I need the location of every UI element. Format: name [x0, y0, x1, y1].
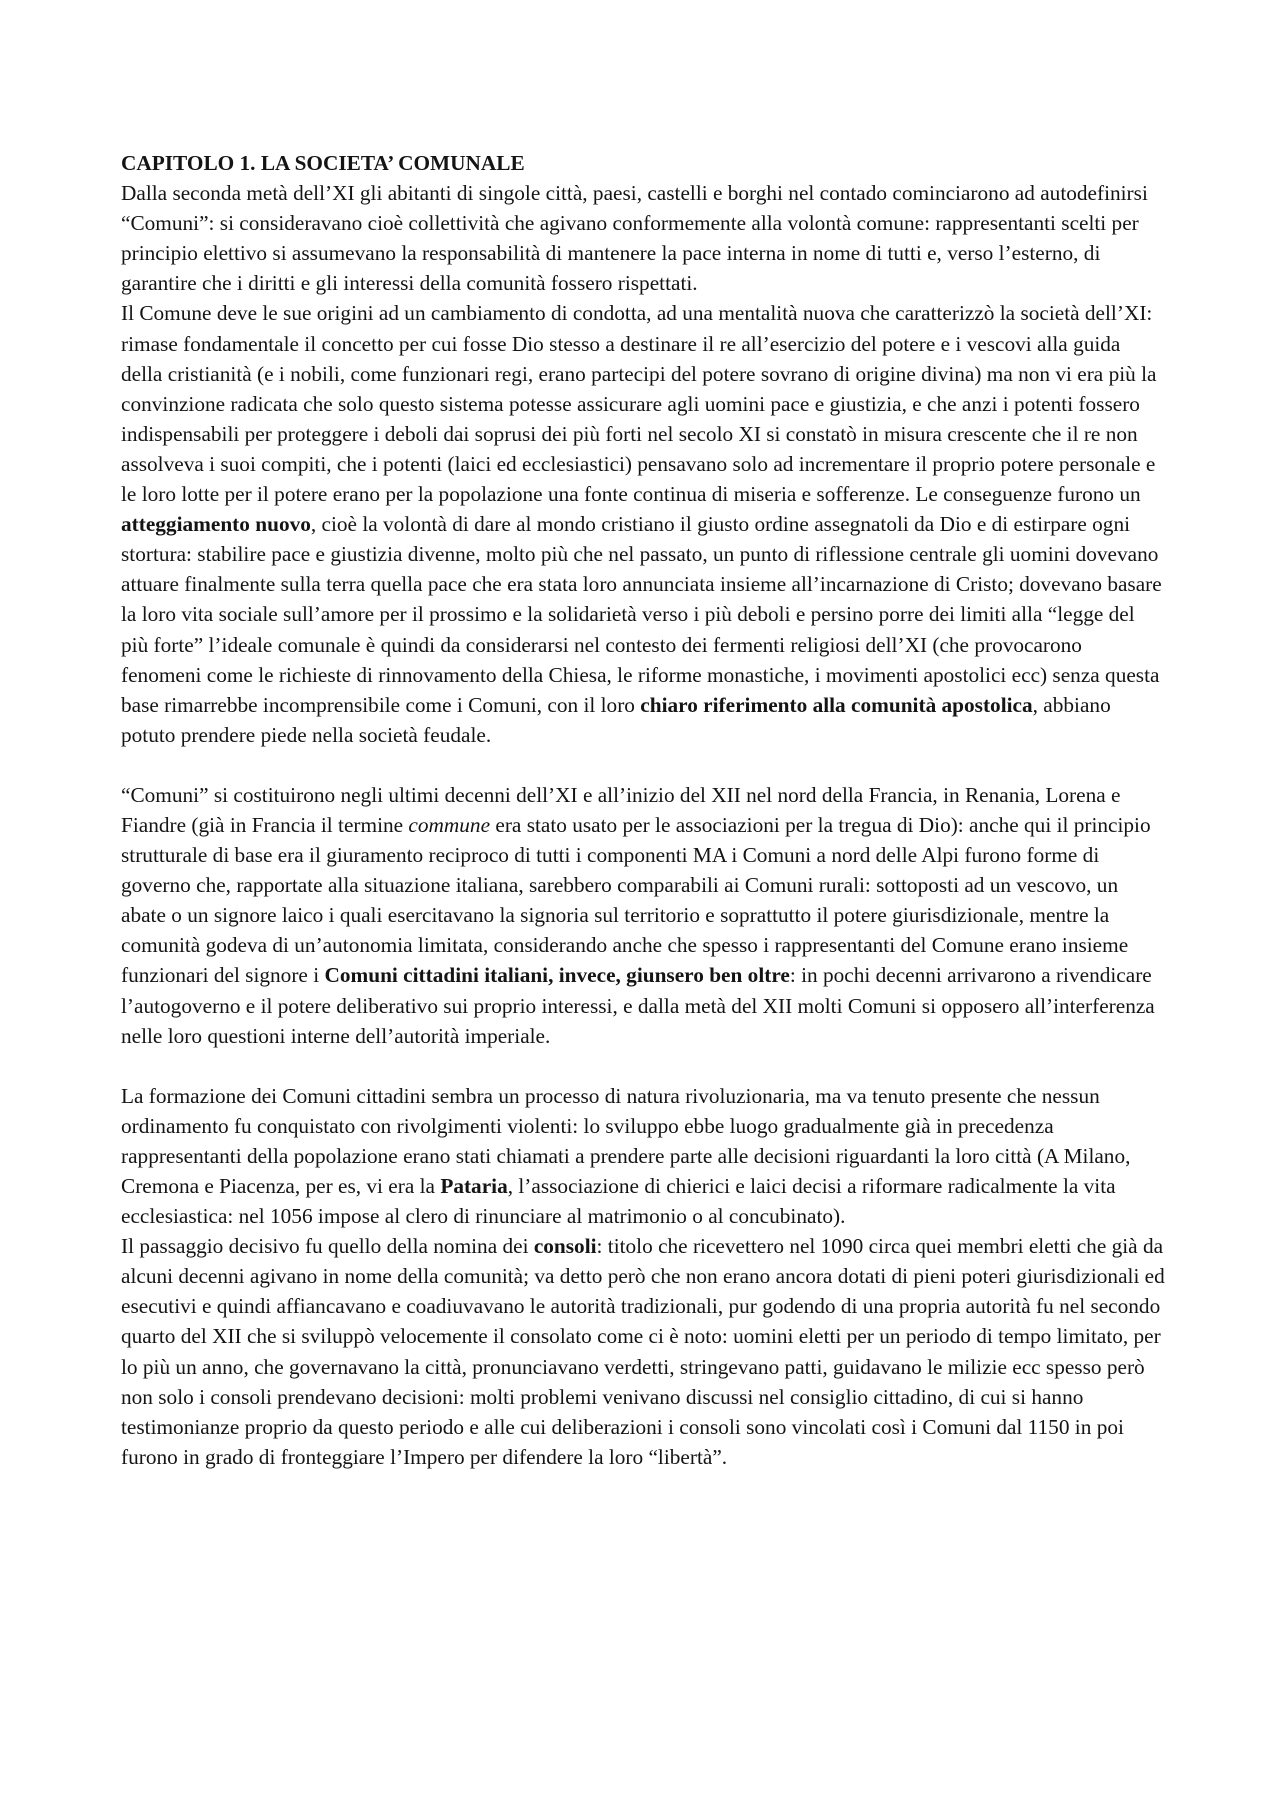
paragraph-3 [121, 780, 1166, 1051]
document-page [121, 148, 1166, 1472]
paragraph-2 [121, 298, 1166, 749]
paragraph-1: Dalla seconda metà dell’XI gli abitanti di singole città, paesi, castelli e borghi nel contado cominciarono ad autodefinirsi “Comuni”: si consideravano cioè collettività che agivano conformemente alla volontà comune: rappresentanti scelti per principio elettivo si assumevano la responsabilità di mantenere la pace interna in nome di tutti e, verso l’esterno, di garantire che i diritti e gli interessi della comunità fossero rispettati. [121, 181, 1148, 296]
paragraph-4 [121, 1081, 1166, 1231]
paragraph-4-text-2: , l’associazione di chierici e laici decisi a riformare radicalmente la vita ecclesiastica: nel 1056 impose al clero di rinunciare al matrimonio o al concubinato). [121, 1174, 1116, 1229]
paragraph-2-text-2: , cioè la volontà di dare al mondo cristiano il giusto ordine assegnatoli da Dio e di estirpare ogni stortura: stabilire pace e giustizia divenne, molto più che nel passato, un punto di riflessione centrale gli uomini dovevano attuare finalmente sulla terra quella pace che era stata loro annunciata insieme all’incarnazione di Cristo; dovevano basare la loro vita sociale sull’amore per il prossimo e la solidarietà verso i più deboli e persino porre dei limiti alla “legge del più forte” l’ideale comunale è quindi da considerarsi nel contesto dei fermenti religiosi dell’XI (che provocarono fenomeni come le richieste di rinnovamento della Chiesa, le riforme monastiche, i movimenti apostolici ecc) senza questa base rimarrebbe incomprensibile come i Comuni, con il loro [121, 512, 1162, 717]
paragraph-4-bold-1: Pataria [440, 1174, 508, 1198]
paragraph-2-text-1: Il Comune deve le sue origini ad un cambiamento di condotta, ad una mentalità nuova che caratterizzò la società dell’XI: rimase fondamentale il concetto per cui fosse Dio stesso a destinare il re all’esercizio del potere e i vescovi alla guida della cristianità (e i nobili, come funzionari regi, erano partecipi del potere sovrano di origine divina) ma non vi era più la convinzione radicata che solo questo sistema potesse assicurare agli uomini pace e giustizia, e che anzi i potenti fossero indispensabili per proteggere i deboli dai soprusi dei più forti nel secolo XI si constatò in misura crescente che il re non assolveva i suoi compiti, che i potenti (laici ed ecclesiastici) pensavano solo ad incrementare il proprio potere personale e le loro lotte per il potere erano per la popolazione una fonte continua di miseria e sofferenze. Le conseguenze furono un [121, 301, 1157, 507]
paragraph-5-text-2: : titolo che ricevettero nel 1090 circa quei membri eletti che già da alcuni decenni agivano in nome della comunità; va detto però che non erano ancora dotati di pieni poteri giurisdizionali ed esecutivi e quindi affiancavano e coadiuvavano le autorità tradizionali, pur godendo di una propria autorità fu nel secondo quarto del XII che si sviluppò velocemente il consolato come ci è noto: uomini eletti per un periodo di tempo limitato, per lo più un anno, che governavano la città, pronunciavano verdetti, stringevano patti, guidavano le milizie ecc spesso però non solo i consoli prendevano decisioni: molti problemi venivano discussi nel consiglio cittadino, di cui si hanno testimonianze proprio da questo periodo e alle cui deliberazioni i consoli sono vincolati così i Comuni dal 1150 in poi furono in grado di fronteggiare l’Impero per difendere la loro “libertà”. [121, 1234, 1165, 1469]
paragraph-3-bold-1: Comuni cittadini italiani, invece, giunsero ben oltre [324, 963, 790, 988]
paragraph-2-text-3: , abbiano potuto prendere piede nella società feudale. [121, 692, 1111, 747]
paragraph-3-text-2: era stato usato per le associazioni per la tregua di Dio): anche qui il principio strutturale di base era il giuramento reciproco di tutti i componenti MA i Comuni a nord delle Alpi furono forme di governo che, rapportate alla situazione italiana, sarebbero comparabili ai Comuni rurali: sottoposti ad un vescovo, un abate o un signore laico i quali esercitavano la signoria sul territorio e soprattutto il potere giurisdizionale, mentre la comunità godeva di un’autonomia limitata, considerando anche che spesso i rappresentanti del Comune erano insieme funzionari del signore i [121, 812, 1151, 988]
paragraph-3-italic-1: commune [408, 812, 491, 837]
paragraph-2-bold-2: chiaro riferimento alla comunità apostolica [640, 692, 1033, 717]
paragraph-3-text-3: : in pochi decenni arrivarono a rivendicare l’autogoverno e il potere deliberativo sui proprio interessi, e dalla metà del XII molti Comuni si opposero all’interferenza nelle loro questioni interne dell’autorità imperiale. [121, 963, 1155, 1048]
paragraph-3-text-1: “Comuni” si costituirono negli ultimi decenni dell’XI e all’inizio del XII nel nord della Francia, in Renania, Lorena e Fiandre (già in Francia il termine [121, 782, 1121, 837]
paragraph-5 [121, 1231, 1166, 1472]
paragraph-5-text-1: Il passaggio decisivo fu quello della nomina dei [121, 1234, 534, 1259]
paragraph-5-bold-1: consoli [533, 1234, 597, 1259]
chapter-title: CAPITOLO 1. LA SOCIETA’ COMUNALE [121, 151, 525, 175]
paragraph-2-bold-1: atteggiamento nuovo [121, 512, 311, 537]
paragraph-4-text-1: La formazione dei Comuni cittadini sembra un processo di natura rivoluzionaria, ma va tenuto presente che nessun ordinamento fu conquistato con rivolgimenti violenti: lo sviluppo ebbe luogo gradualmente già in precedenza rappresentanti della popolazione erano stati chiamati a prendere parte alle decisioni riguardanti la loro città (A Milano, Cremona e Piacenza, per es, vi era la [121, 1083, 1131, 1198]
